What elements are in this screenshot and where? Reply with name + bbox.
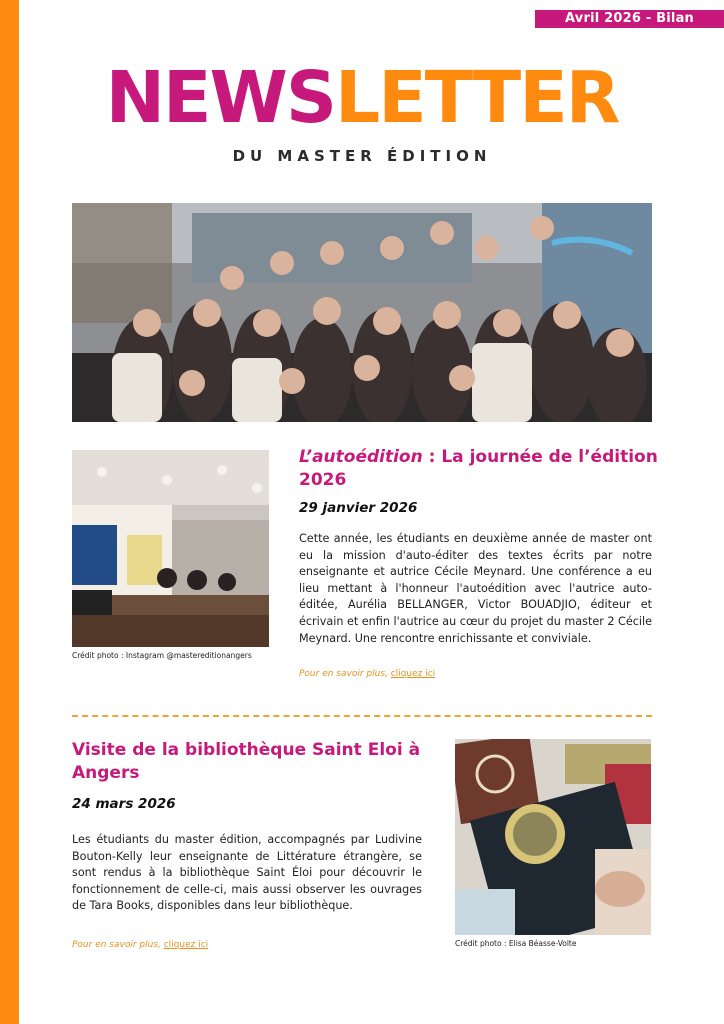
group-photo: [72, 203, 652, 422]
masthead-letter: LETTER: [334, 56, 619, 139]
photo-credit: Crédit photo : Elisa Béasse-Volte: [455, 939, 577, 948]
orange-side-bar: [0, 0, 19, 1024]
issue-date-badge: Avril 2026 - Bilan: [535, 10, 724, 28]
books-photo: [455, 739, 651, 935]
article-date: 29 janvier 2026: [299, 500, 418, 516]
photo-credit: Crédit photo : Instagram @mastereditionangers: [72, 651, 252, 660]
article-title: Visite de la bibliothèque Saint Eloi à Angers: [72, 740, 421, 783]
read-more: [72, 940, 208, 950]
read-more-prefix: Pour en savoir plus,: [72, 940, 164, 950]
read-more-link[interactable]: cliquez ici: [163, 940, 209, 950]
masthead-subtitle: DU MASTER ÉDITION: [232, 147, 492, 165]
article-body: Cette année, les étudiants en deuxième année de master ont eu la mission d'auto-éditer des textes écrits par notre enseignante et autrice Cécile Meynard. Une conférence a eu lieu mettant à l'honneur l'autoédition avec l'autrice auto-éditée, Aurélia BELLANGER, Victor BOUADJIO, éditeur et écrivain et enfin l'autrice au cœur du projet du master 2 Cécile Meynard. Une rencontre enrichissante et conviviale.: [299, 532, 652, 645]
newsletter-masthead: [72, 58, 652, 138]
article-title-rest: : La journée de l’édition 2026: [299, 447, 658, 490]
article-date: 24 mars 2026: [72, 796, 176, 812]
section-divider: [72, 715, 652, 717]
article-title-italic: L’autoédition: [299, 447, 423, 467]
read-more-link[interactable]: cliquez ici: [390, 669, 436, 679]
article-title: [299, 446, 659, 492]
conference-photo: [72, 450, 269, 647]
article-body: Les étudiants du master édition, accompagnés par Ludivine Bouton-Kelly leur enseignante de Littérature étrangère, se sont rendus à la bibliothèque Saint Éloi pour découvrir le fonctionnement de celle-ci, mais aussi observer les ouvrages de Tara Books, disponibles dans leur bibliothèque.: [72, 833, 422, 913]
read-more: [299, 669, 435, 679]
masthead-news: NEWS: [105, 56, 335, 139]
read-more-prefix: Pour en savoir plus,: [299, 669, 391, 679]
